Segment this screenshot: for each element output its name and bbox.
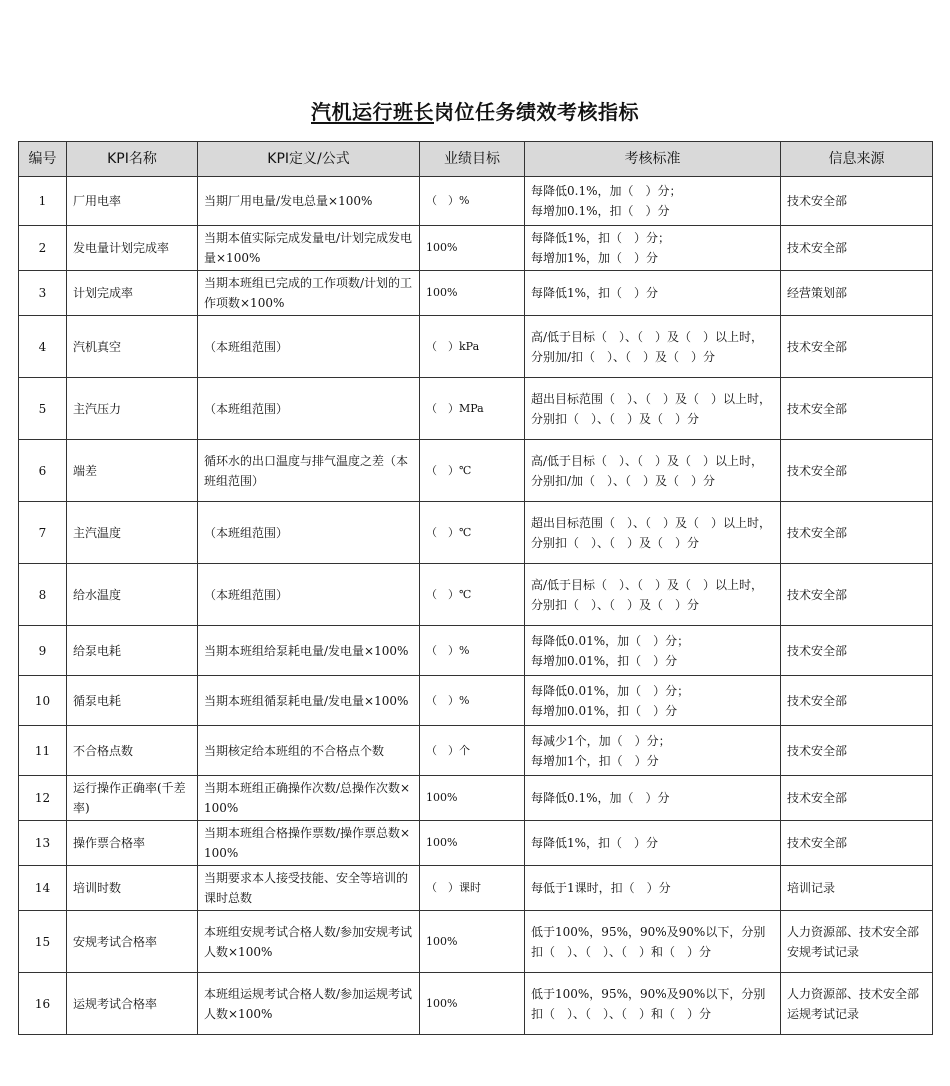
header-target: 业绩目标 [420,142,525,177]
cell-no: 9 [19,626,67,676]
cell-kpi-definition: 当期核定给本班组的不合格点个数 [198,726,420,776]
cell-kpi-name: 安规考试合格率 [67,911,198,973]
cell-no: 13 [19,821,67,866]
cell-target: （ ）% [420,626,525,676]
cell-kpi-definition: 本班组运规考试合格人数/参加运规考试人数×100% [198,973,420,1035]
table-row [19,177,933,226]
cell-target: 100% [420,821,525,866]
cell-source: 人力资源部、技术安全部运规考试记录 [781,973,933,1035]
cell-source: 技术安全部 [781,502,933,564]
cell-no: 14 [19,866,67,911]
cell-target: （ ）MPa [420,378,525,440]
cell-no: 1 [19,177,67,226]
cell-source: 技术安全部 [781,726,933,776]
table-row [19,776,933,821]
cell-kpi-definition: （本班组范围） [198,502,420,564]
cell-kpi-name: 汽机真空 [67,316,198,378]
cell-kpi-name: 给水温度 [67,564,198,626]
header-kpi-name: KPI名称 [67,142,198,177]
cell-kpi-name: 发电量计划完成率 [67,226,198,271]
table-row [19,676,933,726]
cell-kpi-definition: （本班组范围） [198,316,420,378]
page-title [0,96,950,125]
title-rest: 岗位任务绩效考核指标 [434,100,639,124]
cell-source: 技术安全部 [781,821,933,866]
table-row [19,564,933,626]
header-source: 信息来源 [781,142,933,177]
cell-standard: 每降低1%，扣（ ）分； 每增加1%，加（ ）分 [525,226,781,271]
cell-standard: 每减少1个，加（ ）分； 每增加1个，扣（ ）分 [525,726,781,776]
cell-kpi-name: 给泵电耗 [67,626,198,676]
header-standard: 考核标准 [525,142,781,177]
table-row [19,821,933,866]
cell-kpi-name: 主汽压力 [67,378,198,440]
table-row [19,271,933,316]
cell-kpi-name: 端差 [67,440,198,502]
cell-source: 技术安全部 [781,776,933,821]
cell-target: （ ）℃ [420,502,525,564]
kpi-table [18,141,933,1035]
cell-source: 技术安全部 [781,378,933,440]
cell-standard: 每降低1%，扣（ ）分 [525,271,781,316]
cell-standard: 高/低于目标（ ）、（ ）及（ ）以上时，分别扣（ ）、（ ）及（ ）分 [525,564,781,626]
title-underlined: 汽机运行班长 [311,100,434,124]
cell-standard: 每低于1课时，扣（ ）分 [525,866,781,911]
cell-standard: 超出目标范围（ ）、（ ）及（ ）以上时，分别扣（ ）、（ ）及（ ）分 [525,502,781,564]
cell-source: 经营策划部 [781,271,933,316]
cell-kpi-definition: 当期厂用电量/发电总量×100% [198,177,420,226]
cell-kpi-definition: 当期要求本人接受技能、安全等培训的课时总数 [198,866,420,911]
table-header-row [19,142,933,177]
cell-kpi-definition: （本班组范围） [198,564,420,626]
cell-standard: 每降低0.01%，加（ ）分； 每增加0.01%，扣（ ）分 [525,626,781,676]
cell-source: 技术安全部 [781,626,933,676]
cell-kpi-name: 主汽温度 [67,502,198,564]
cell-target: （ ）% [420,177,525,226]
table-body [19,177,933,1035]
cell-standard: 每降低0.1%，加（ ）分； 每增加0.1%，扣（ ）分 [525,177,781,226]
cell-target: （ ）课时 [420,866,525,911]
cell-standard: 每降低1%，扣（ ）分 [525,821,781,866]
header-kpi-definition: KPI定义/公式 [198,142,420,177]
cell-no: 16 [19,973,67,1035]
cell-kpi-definition: 当期本值实际完成发量电/计划完成发电量×100% [198,226,420,271]
cell-kpi-definition: 当期本班组给泵耗电量/发电量×100% [198,626,420,676]
table-row [19,502,933,564]
table-row [19,973,933,1035]
cell-no: 2 [19,226,67,271]
cell-no: 4 [19,316,67,378]
cell-kpi-name: 培训时数 [67,866,198,911]
cell-kpi-definition: （本班组范围） [198,378,420,440]
cell-no: 5 [19,378,67,440]
table-row [19,911,933,973]
cell-source: 技术安全部 [781,316,933,378]
cell-target: 100% [420,973,525,1035]
cell-kpi-name: 计划完成率 [67,271,198,316]
cell-source: 技术安全部 [781,676,933,726]
cell-standard: 每降低0.01%，加（ ）分； 每增加0.01%，扣（ ）分 [525,676,781,726]
table-row [19,226,933,271]
table-row [19,378,933,440]
cell-target: （ ）℃ [420,440,525,502]
cell-source: 技术安全部 [781,177,933,226]
cell-kpi-name: 不合格点数 [67,726,198,776]
cell-no: 7 [19,502,67,564]
cell-no: 15 [19,911,67,973]
cell-standard: 低于100%，95%，90%及90%以下，分别扣（ ）、（ ）、（ ）和（ ）分 [525,973,781,1035]
cell-kpi-definition: 当期本班组合格操作票数/操作票总数×100% [198,821,420,866]
cell-no: 11 [19,726,67,776]
cell-no: 6 [19,440,67,502]
cell-source: 培训记录 [781,866,933,911]
cell-target: 100% [420,776,525,821]
table-row [19,316,933,378]
cell-target: 100% [420,226,525,271]
cell-source: 人力资源部、技术安全部安规考试记录 [781,911,933,973]
cell-source: 技术安全部 [781,226,933,271]
table-row [19,626,933,676]
cell-kpi-definition: 当期本班组循泵耗电量/发电量×100% [198,676,420,726]
cell-kpi-name: 运行操作正确率(千差率) [67,776,198,821]
cell-kpi-definition: 当期本班组正确操作次数/总操作次数×100% [198,776,420,821]
cell-kpi-name: 操作票合格率 [67,821,198,866]
cell-source: 技术安全部 [781,440,933,502]
cell-standard: 低于100%，95%，90%及90%以下，分别扣（ ）、（ ）、（ ）和（ ）分 [525,911,781,973]
cell-standard: 高/低于目标（ ）、（ ）及（ ）以上时，分别加/扣（ ）、（ ）及（ ）分 [525,316,781,378]
cell-kpi-definition: 当期本班组已完成的工作项数/计划的工作项数×100% [198,271,420,316]
cell-standard: 高/低于目标（ ）、（ ）及（ ）以上时，分别扣/加（ ）、（ ）及（ ）分 [525,440,781,502]
cell-source: 技术安全部 [781,564,933,626]
cell-standard: 超出目标范围（ ）、（ ）及（ ）以上时，分别扣（ ）、（ ）及（ ）分 [525,378,781,440]
table-row [19,726,933,776]
cell-kpi-name: 厂用电率 [67,177,198,226]
cell-target: 100% [420,271,525,316]
cell-target: 100% [420,911,525,973]
cell-kpi-definition: 本班组安规考试合格人数/参加安规考试人数×100% [198,911,420,973]
table-row [19,866,933,911]
cell-kpi-name: 运规考试合格率 [67,973,198,1035]
cell-no: 8 [19,564,67,626]
cell-no: 12 [19,776,67,821]
cell-no: 10 [19,676,67,726]
cell-kpi-name: 循泵电耗 [67,676,198,726]
header-no: 编号 [19,142,67,177]
cell-no: 3 [19,271,67,316]
cell-kpi-definition: 循环水的出口温度与排气温度之差（本班组范围） [198,440,420,502]
table-row [19,440,933,502]
cell-target: （ ）℃ [420,564,525,626]
cell-target: （ ）kPa [420,316,525,378]
cell-standard: 每降低0.1%，加（ ）分 [525,776,781,821]
cell-target: （ ）% [420,676,525,726]
cell-target: （ ）个 [420,726,525,776]
